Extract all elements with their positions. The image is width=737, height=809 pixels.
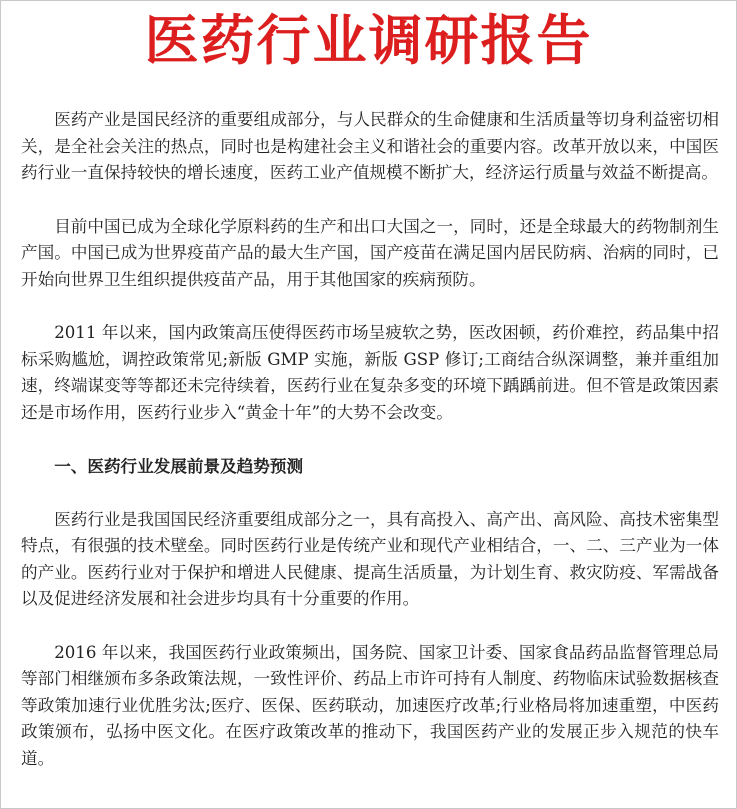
paragraph-spacer: [21, 426, 719, 453]
paragraph-spacer: [21, 480, 719, 507]
paragraph-intro: 医药产业是国民经济的重要组成部分，与人民群众的生命健康和生活质量等切身利益密切相关，是全社会关注的热点，同时也是构建社会主义和谐社会的重要内容。改革开放以来，中国医药行业一直保持较快的增长速度，医药工业产值规模不断扩大，经济运行质量与效益不断提高。: [21, 110, 719, 182]
paragraph-policy-2016: 2016 年以来，我国医药行业政策频出，国务院、国家卫计委、国家食品药品监督管理总局等部门相继颁布多条政策法规，一致性评价、药品上市许可持有人制度、药物临床试验数据核查等政策加速行业优胜劣汰;医疗、医保、医药联动，加速医疗改革;行业格局将加速重塑，中医药政策颁布，弘扬中医文化。在医疗政策改革的推动下，我国医药产业的发展正步入规范的快车道。: [21, 642, 719, 768]
paragraph-spacer: [21, 613, 719, 640]
paragraph-production: 目前中国已成为全球化学原料药的生产和出口大国之一，同时，还是全球最大的药物制剂生产国。中国已成为世界疫苗产品的最大生产国，国产疫苗在满足国内居民防病、治病的同时，已开始向世界卫生组织提供疫苗产品，用于其他国家的疾病预防。: [21, 216, 719, 289]
paragraph-policy-2011: 2011 年以来，国内政策高压使得医药市场呈疲软之势，医改困顿，药价难控，药品集中招标采购尴尬，调控政策常见;新版 GMP 实施，新版 GSP 修订;工商结合纵深调整，兼并重组加速，终端谋变等等都还未完待续着，医药行业在复杂多变的环境下踽踽前进。但不管是政策因素还是市场作用，医药行业步入“黄金十年”的大势不会改变。: [21, 323, 719, 422]
section-heading: 一、医药行业发展前景及趋势预测: [54, 456, 304, 476]
document-body: [21, 107, 719, 772]
document-title: 医药行业调研报告: [144, 8, 593, 72]
paragraph-spacer: [21, 293, 719, 320]
paragraph-industry-features: 医药行业是我国国民经济重要组成部分之一，具有高投入、高产出、高风险、高技术密集型特点，有很强的技术壁垒。同时医药行业是传统产业和现代产业相结合，一、二、三产业为一体的产业。医药行业对于保护和增进人民健康、提高生活质量，为计划生育、救灾防疫、军需战备以及促进经济发展和社会进步均具有十分重要的作用。: [21, 509, 719, 608]
paragraph-spacer: [21, 187, 719, 214]
